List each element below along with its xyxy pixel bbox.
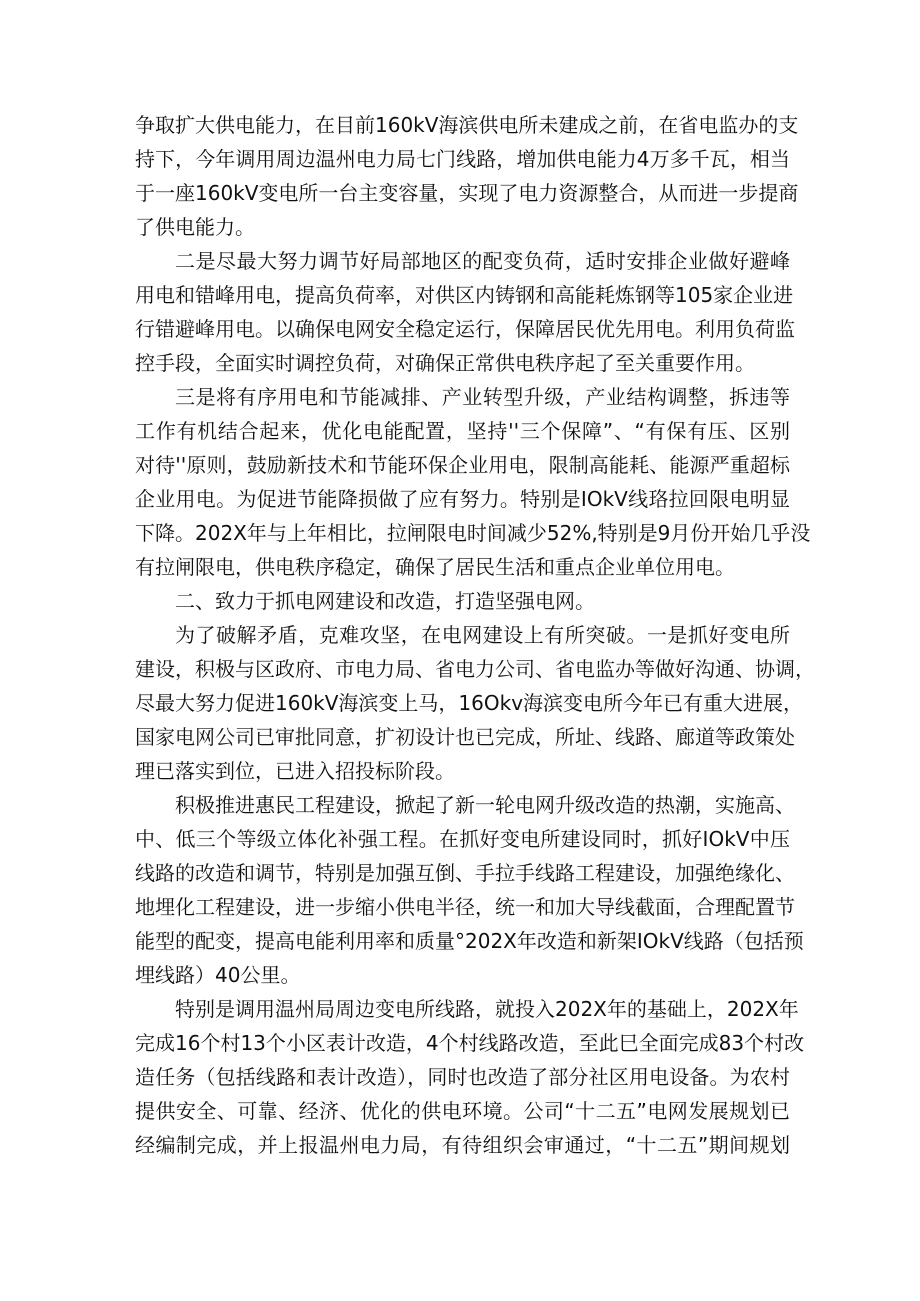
text-line: 国家电网公司已审批同意，扩初设计也已完成，所址、线路、廊道等政策处 — [135, 725, 795, 749]
section-heading: 二、致力于抓电网建设和改造，打造坚强电网。 — [175, 589, 595, 613]
text-line: 尽最大努力促进160kV海滨变上马，16Okv海滨变电所今年已有重大进展， — [135, 691, 804, 715]
text-line: 为了破解矛盾，克难攻坚，在电网建设上有所突破。一是抓好变电所 — [175, 623, 790, 647]
text-line: 线路的改造和调节，特别是加强互倒、手拉手线路工程建设，加强绝缘化、 — [135, 861, 795, 885]
text-line: 能型的配变，提高电能利用率和质量°202X年改造和新架IOkV线路（包括预 — [135, 929, 804, 953]
text-line: 提供安全、可靠、经济、优化的供电环境。公司“十二五”电网发展规划已 — [135, 1099, 790, 1123]
text-line: 理已落实到位，已进入招投标阶段。 — [135, 759, 455, 783]
text-line: 中、低三个等级立体化补强工程。在抓好变电所建设同时，抓好IOkV中压 — [135, 827, 790, 851]
text-line: 完成16个村13个小区表计改造，4个村线路改造，至此巳全面完成83个村改 — [135, 1031, 805, 1055]
text-line: 有拉闸限电，供电秩序稳定，确保了居民生活和重点企业单位用电。 — [135, 555, 735, 579]
text-line: 工作有机结合起来，优化电能配置，坚持''三个保障”、“有保有压、区别 — [135, 419, 790, 443]
text-line: 经编制完成，并上报温州电力局，有待组织会审通过，“十二五”期间规划 — [135, 1133, 790, 1157]
text-line: 于一座160kV变电所一台主变容量，实现了电力资源整合，从而进一步提商 — [135, 181, 799, 205]
text-line: 持下，今年调用周边温州电力局七门线路，增加供电能力4万多千瓦，相当 — [135, 147, 790, 171]
text-line: 企业用电。为促进节能降损做了应有努力。特别是IOkV线珞拉回限电明显 — [135, 487, 790, 511]
text-line: 控手段，全面实时调控负荷，对确保正常供电秩序起了至关重要作用。 — [135, 351, 755, 375]
text-line: 地埋化工程建设，进一步缩小供电半径，统一和加大导线截面，合理配置节 — [135, 895, 795, 919]
text-line: 埋线路）40公里。 — [135, 963, 301, 987]
text-line: 下降。202X年与上年相比，拉闸限电时间减少52%,特别是9月份开始几乎没 — [135, 521, 811, 545]
text-line: 特别是调用温州局周边变电所线路，就投入202X年的基础上，202X年 — [175, 997, 799, 1021]
text-line: 用电和错峰用电，提高负荷率，对供区内铸钢和高能耗炼钢等105家企业进 — [135, 283, 794, 307]
document-body — [135, 108, 815, 1162]
text-line: 积极推进惠民工程建设，掀起了新一轮电网升级改造的热潮，实施高、 — [175, 793, 795, 817]
text-line: 造任务（包括线路和表计改造），同时也改造了部分社区用电设备。为农村 — [135, 1065, 790, 1089]
text-line: 三是将有序用电和节能减排、产业转型升级，产业结构调整，拆违等 — [175, 385, 790, 409]
text-line: 建设，积极与区政府、市电力局、省电力公司、省电监办等做好沟通、协调， — [135, 657, 815, 681]
text-line: 对待''原则，鼓励新技术和节能环保企业用电，限制高能耗、能源严重超标 — [135, 453, 790, 477]
text-line: 行错避峰用电。以确保电网安全稳定运行，保障居民优先用电。利用负荷监 — [135, 317, 795, 341]
text-line: 了供电能力。 — [135, 215, 255, 239]
text-line: 二是尽最大努力调节好局部地区的配变负荷，适时安排企业做好避峰 — [175, 249, 790, 273]
text-line: 争取扩大供电能力，在目前160kV海滨供电所未建成之前，在省电监办的支 — [135, 113, 799, 137]
